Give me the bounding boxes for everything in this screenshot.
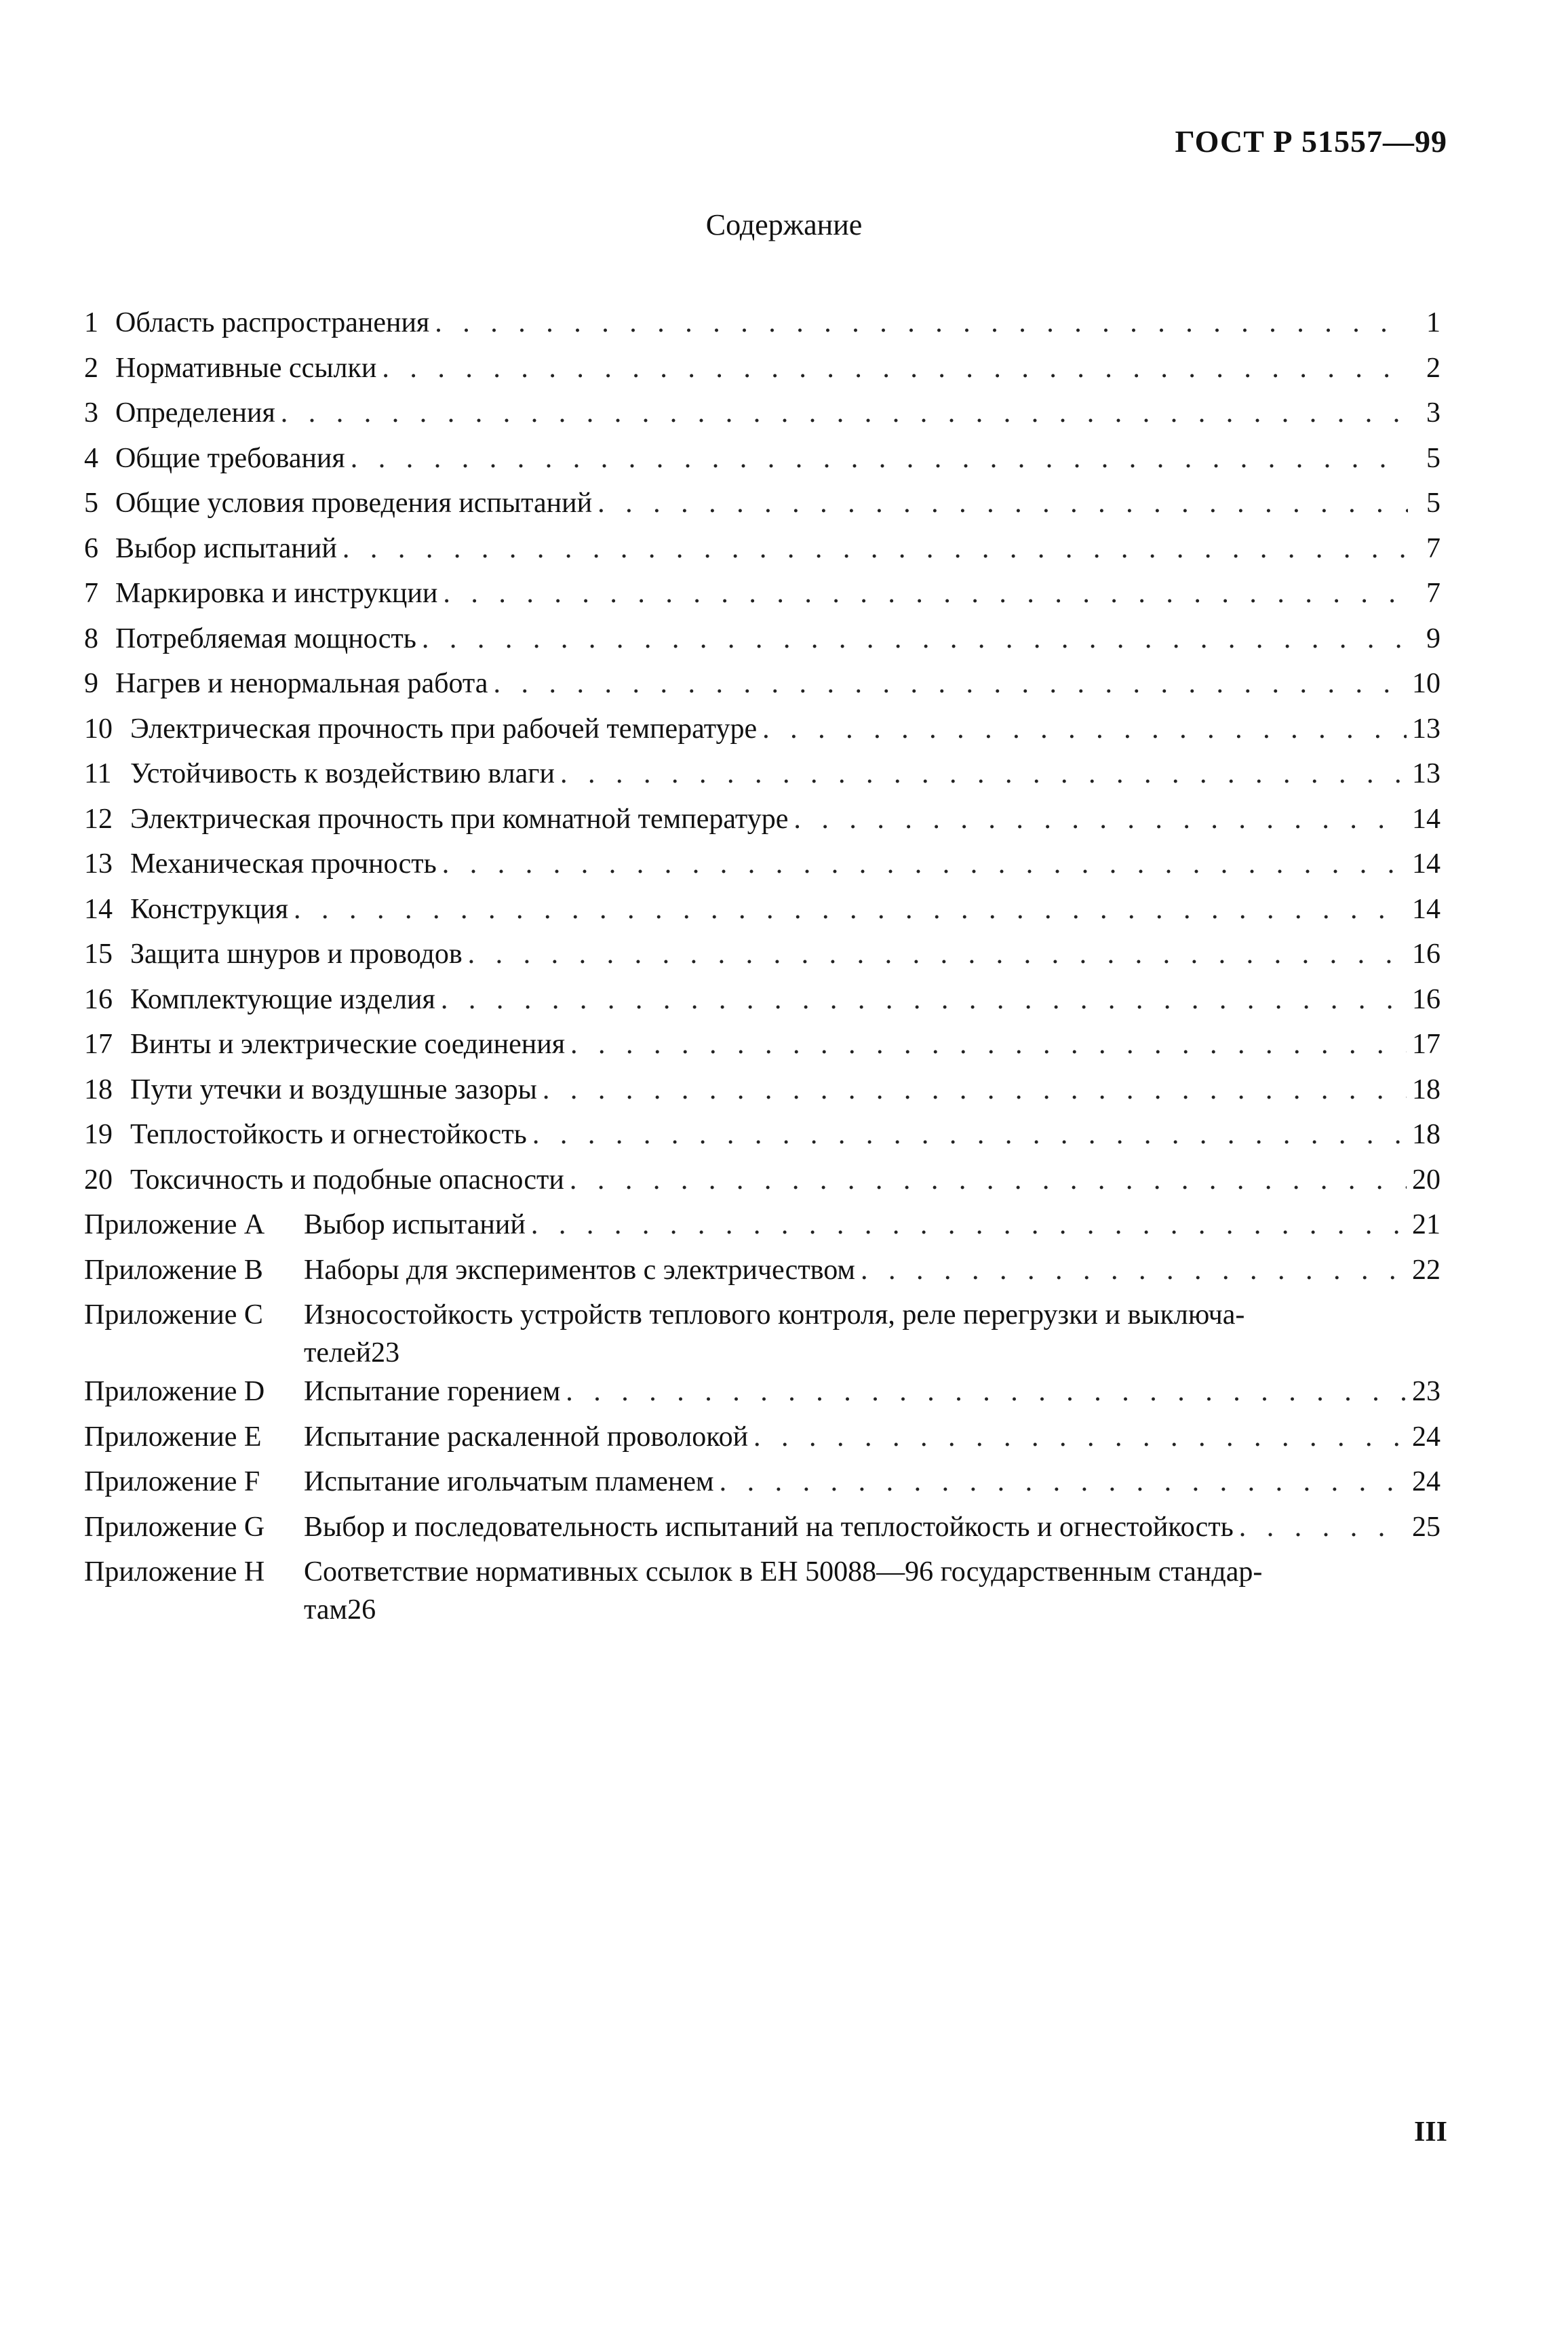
toc-entry[interactable] — [84, 574, 1440, 620]
annex-label: Приложение А — [84, 1209, 265, 1240]
section-title: Устойчивость к воздействию влаги — [130, 758, 555, 789]
toc-entry[interactable] — [84, 304, 1440, 349]
page-ref: 1 — [1426, 307, 1440, 338]
toc-entry[interactable] — [84, 981, 1440, 1026]
toc-annex-entry[interactable] — [84, 1463, 1440, 1508]
section-number: 11 — [84, 758, 112, 789]
dot-leader — [597, 484, 1408, 522]
dot-leader — [566, 1373, 1407, 1411]
toc-annex-entry[interactable] — [84, 1418, 1440, 1463]
section-title: Винты и электрические соединения — [130, 1029, 566, 1060]
page-ref: 14 — [1412, 893, 1440, 925]
dot-leader — [351, 439, 1408, 477]
toc-entry[interactable] — [84, 1161, 1440, 1206]
page-ref: 7 — [1426, 532, 1440, 564]
section-number: 14 — [84, 893, 113, 925]
annex-label: Приложение Н — [84, 1556, 265, 1588]
section-title: Нагрев и ненормальная работа — [115, 668, 488, 699]
toc-entry[interactable] — [84, 665, 1440, 710]
dot-leader — [753, 1418, 1407, 1456]
toc-entry[interactable] — [84, 439, 1440, 485]
toc-entry[interactable] — [84, 349, 1440, 395]
section-title: Общие условия проведения испытаний — [115, 488, 593, 519]
page-ref: 13 — [1412, 758, 1440, 789]
annex-title-line-1: Износостойкость устройств теплового контроля, реле перегрузки и выключа- — [304, 1299, 1245, 1331]
toc-entry[interactable] — [84, 845, 1440, 890]
toc-annex-entry[interactable] — [84, 1508, 1440, 1554]
page-ref: 22 — [1412, 1254, 1440, 1286]
toc-entry[interactable] — [84, 800, 1440, 846]
toc-entry[interactable] — [84, 620, 1440, 665]
toc-entry[interactable] — [84, 890, 1440, 936]
toc-entry[interactable] — [84, 935, 1440, 981]
dot-leader — [294, 890, 1407, 928]
page-ref: 10 — [1412, 668, 1440, 699]
toc-entry[interactable] — [84, 1071, 1440, 1116]
section-title: Комплектующие изделия — [130, 983, 435, 1015]
section-number: 15 — [84, 939, 113, 970]
section-number: 19 — [84, 1119, 113, 1150]
section-number: 20 — [84, 1164, 113, 1196]
annex-label: Приложение В — [84, 1254, 263, 1286]
dot-leader — [281, 394, 1408, 432]
page-ref: 16 — [1412, 939, 1440, 970]
toc-annex-entry[interactable] — [84, 1296, 1440, 1373]
toc-entry[interactable] — [84, 530, 1440, 575]
section-number: 8 — [84, 623, 98, 654]
annex-label: Приложение Е — [84, 1421, 262, 1453]
section-number: 18 — [84, 1074, 113, 1105]
section-title: Защита шнуров и проводов — [130, 939, 463, 970]
annex-label: Приложение D — [84, 1376, 265, 1407]
dot-leader — [443, 574, 1408, 612]
dot-leader — [570, 1161, 1407, 1199]
toc-entry[interactable] — [84, 710, 1440, 755]
section-title: Область распространения — [115, 307, 430, 338]
toc-entry[interactable] — [84, 484, 1440, 530]
annex-title: Наборы для экспериментов с электричеством — [304, 1254, 855, 1286]
page-ref: 2 — [1426, 352, 1440, 384]
section-title: Определения — [115, 397, 275, 429]
section-number: 4 — [84, 442, 98, 474]
page-ref: 20 — [1412, 1164, 1440, 1196]
section-title: Токсичность и подобные опасности — [130, 1164, 564, 1196]
section-number: 10 — [84, 713, 113, 745]
section-number: 6 — [84, 532, 98, 564]
section-title: Потребляемая мощность — [115, 623, 416, 654]
page-ref: 13 — [1412, 713, 1440, 745]
toc-title: Содержание — [705, 208, 863, 241]
annex-title: Испытание раскаленной проволокой — [304, 1421, 749, 1453]
page-ref: 16 — [1412, 983, 1440, 1015]
table-of-contents — [84, 304, 1440, 1630]
section-title: Электрическая прочность при рабочей температуре — [130, 713, 758, 745]
section-title: Конструкция — [130, 893, 289, 925]
annex-title: Испытание горением — [304, 1376, 561, 1407]
section-number: 12 — [84, 803, 113, 835]
section-number: 2 — [84, 352, 98, 384]
dot-leader — [560, 755, 1407, 793]
toc-entry[interactable] — [84, 1116, 1440, 1161]
dot-leader — [762, 710, 1407, 748]
section-title: Нормативные ссылки — [115, 352, 377, 384]
page-ref: 5 — [1426, 488, 1440, 519]
annex-title: Выбор испытаний — [304, 1209, 526, 1240]
dot-leader — [422, 620, 1408, 658]
dot-leader — [720, 1463, 1407, 1501]
page-ref: 14 — [1412, 803, 1440, 835]
dot-leader — [441, 981, 1407, 1019]
page-number: III — [1413, 2116, 1447, 2148]
section-number: 7 — [84, 578, 98, 609]
toc-annex-entry[interactable] — [84, 1251, 1440, 1297]
page-ref: 5 — [1426, 442, 1440, 474]
dot-leader — [435, 304, 1408, 342]
page-ref: 25 — [1412, 1511, 1440, 1543]
annex-title: Испытание игольчатым пламенем — [304, 1466, 714, 1497]
dot-leader — [570, 1025, 1407, 1063]
section-title: Пути утечки и воздушные зазоры — [130, 1074, 537, 1105]
dot-leader — [1239, 1508, 1407, 1546]
dot-leader — [493, 665, 1407, 703]
dot-leader — [468, 935, 1407, 973]
annex-label: Приложение F — [84, 1466, 260, 1497]
annex-title-line-2: телей — [304, 1337, 372, 1369]
section-title: Механическая прочность — [130, 848, 437, 880]
page-ref: 24 — [1412, 1466, 1440, 1497]
dot-leader — [793, 800, 1407, 838]
section-number: 5 — [84, 488, 98, 519]
section-number: 17 — [84, 1029, 113, 1060]
section-title: Общие требования — [115, 442, 345, 474]
toc-annex-entry[interactable] — [84, 1206, 1440, 1251]
section-number: 3 — [84, 397, 98, 429]
dot-leader — [532, 1116, 1407, 1154]
section-title: Электрическая прочность при комнатной температуре — [130, 803, 789, 835]
page-ref: 9 — [1426, 623, 1440, 654]
section-title: Маркировка и инструкции — [115, 578, 438, 609]
page-ref: 23 — [1412, 1376, 1440, 1407]
annex-title-line-1: Соответствие нормативных ссылок в ЕН 50088—96 государственным стандар- — [304, 1556, 1263, 1588]
page-ref: 14 — [1412, 848, 1440, 880]
dot-leader — [382, 349, 1408, 387]
dot-leader — [543, 1071, 1407, 1109]
dot-leader — [531, 1206, 1407, 1244]
page-ref: 18 — [1412, 1074, 1440, 1105]
section-title: Теплостойкость и огнестойкость — [130, 1119, 527, 1150]
page-ref: 24 — [1412, 1421, 1440, 1453]
annex-label: Приложение С — [84, 1299, 263, 1331]
section-number: 9 — [84, 668, 98, 699]
page-ref: 21 — [1412, 1209, 1440, 1240]
document-code: ГОСТ Р 51557—99 — [1175, 124, 1447, 159]
toc-entry[interactable] — [84, 1025, 1440, 1071]
dot-leader — [442, 845, 1407, 883]
page-ref: 3 — [1426, 397, 1440, 429]
section-number: 1 — [84, 307, 98, 338]
page-ref: 18 — [1412, 1119, 1440, 1150]
annex-title-line-2: там — [304, 1594, 348, 1626]
section-title: Выбор испытаний — [115, 532, 337, 564]
toc-annex-entry[interactable] — [84, 1553, 1440, 1630]
toc-entry[interactable] — [84, 755, 1440, 800]
section-number: 13 — [84, 848, 113, 880]
toc-annex-entry[interactable] — [84, 1373, 1440, 1418]
page-ref: 23 — [371, 1337, 400, 1369]
toc-entry[interactable] — [84, 394, 1440, 439]
page-ref: 26 — [347, 1594, 376, 1626]
dot-leader — [342, 530, 1408, 568]
section-number: 16 — [84, 983, 113, 1015]
page-ref: 17 — [1412, 1029, 1440, 1060]
page-ref: 7 — [1426, 578, 1440, 609]
annex-title: Выбор и последовательность испытаний на теплостойкость и огнестойкость — [304, 1511, 1234, 1543]
dot-leader — [861, 1251, 1407, 1289]
annex-label: Приложение G — [84, 1511, 265, 1543]
